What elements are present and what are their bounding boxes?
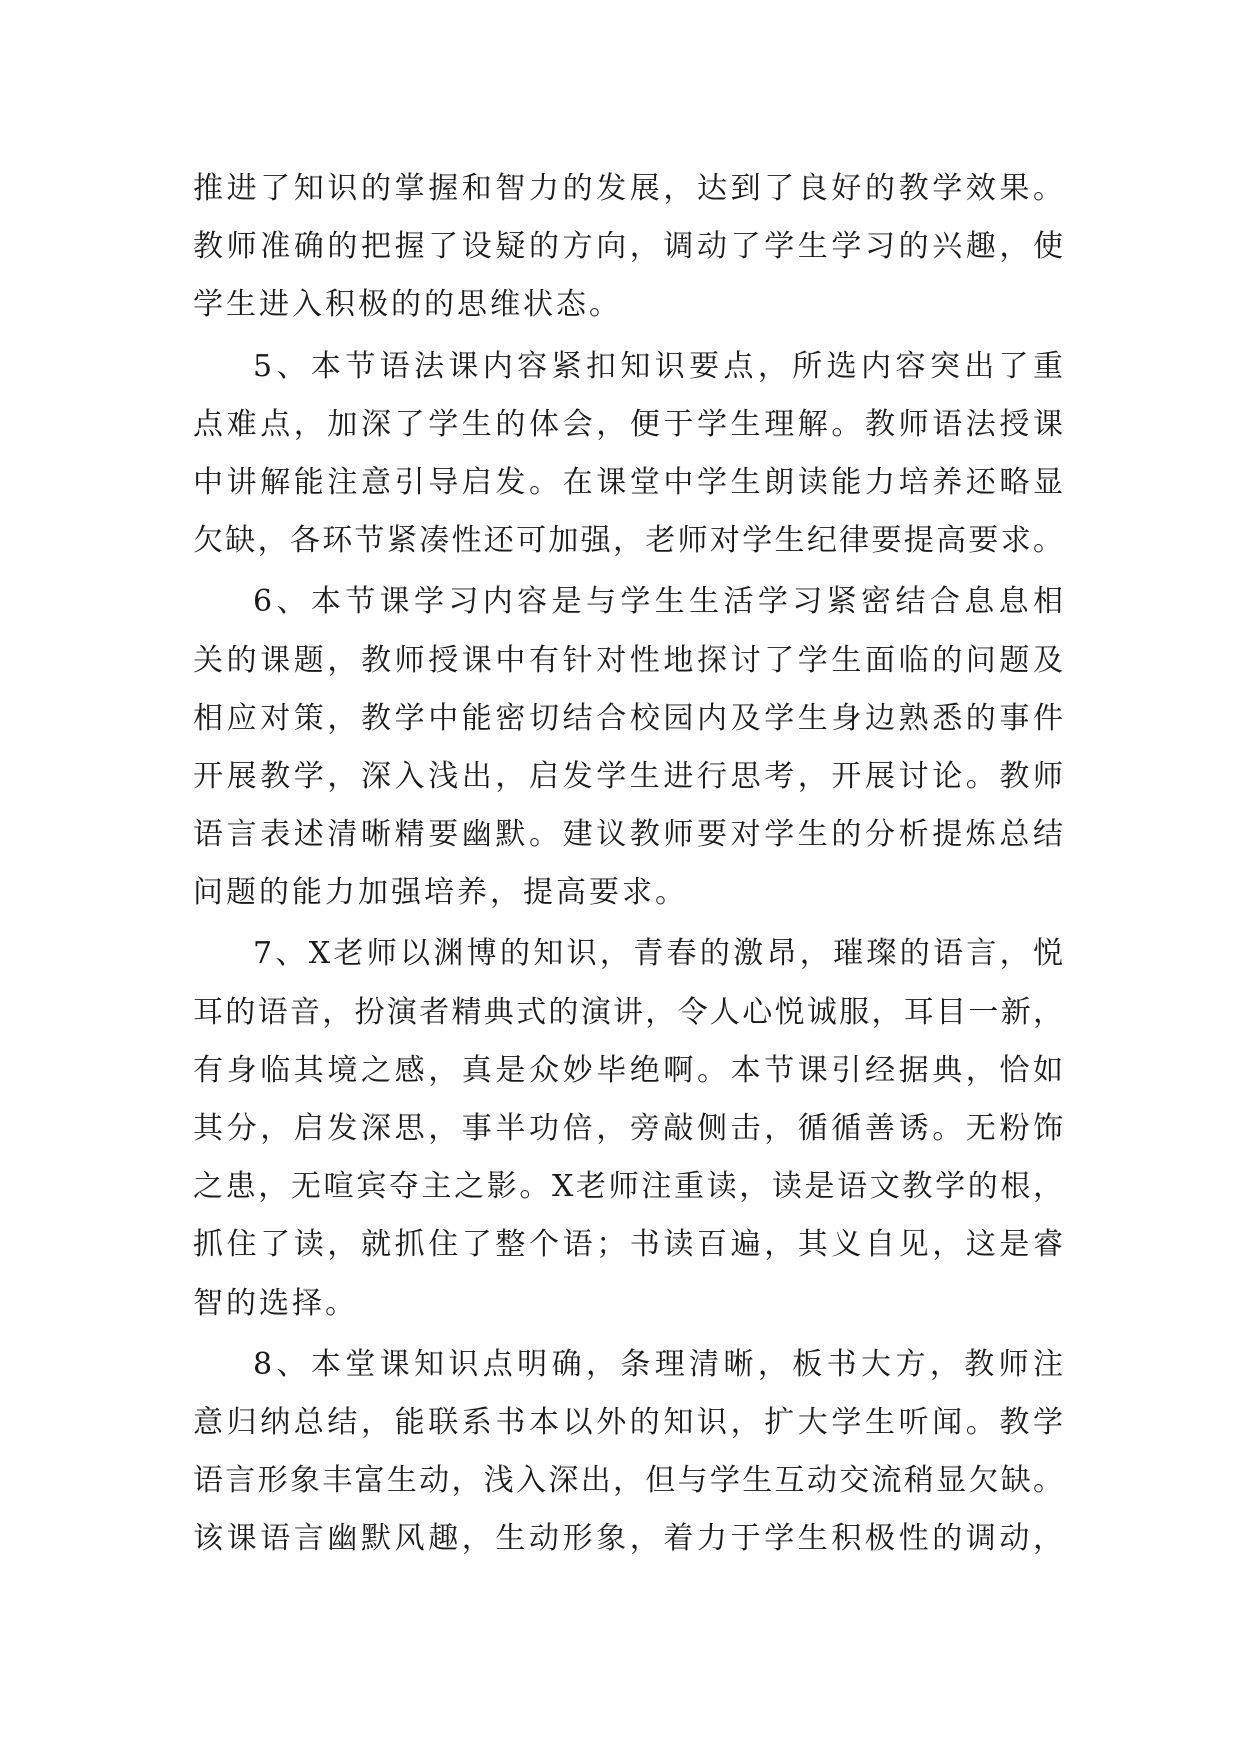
text-line: 意归纳总结，能联系书本以外的知识，扩大学生听闻。教学 <box>193 1404 1063 1440</box>
text-line: 开展教学，深入浅出，启发学生进行思考，开展讨论。教师 <box>193 758 1063 794</box>
text-line: 智的选择。 <box>193 1285 358 1321</box>
text-line: 关的课题，教师授课中有针对性地探讨了学生面临的问题及 <box>193 642 1063 678</box>
paragraph-6 <box>193 573 1063 922</box>
text-line: 有身临其境之感，真是众妙毕绝啊。本节课引经据典，恰如 <box>193 1052 1063 1088</box>
text-line: 7、X老师以渊博的知识，青春的激昂，璀璨的语言，悦 <box>253 936 1063 972</box>
text-line: 抓住了读，就抓住了整个语；书读百遍，其义自见，这是睿 <box>193 1227 1063 1263</box>
paragraph-7 <box>193 925 1063 1332</box>
text-line: 语言表述清晰精要幽默。建议教师要对学生的分析提炼总结 <box>193 817 1063 853</box>
body-text <box>193 160 1063 1572</box>
text-line: 问题的能力加强培养，提高要求。 <box>193 875 688 911</box>
text-line: 教师准确的把握了设疑的方向，调动了学生学习的兴趣，使 <box>193 229 1063 265</box>
text-line: 5、本节语法课内容紧扣知识要点，所选内容突出了重 <box>253 348 1063 384</box>
text-line: 其分，启发深思，事半功倍，旁敲侧击，循循善诱。无粉饰 <box>193 1111 1063 1146</box>
text-line: 语言形象丰富生动，浅入深出，但与学生互动交流稍显欠缺。 <box>193 1463 1063 1499</box>
paragraph-8 <box>193 1336 1063 1569</box>
text-line: 点难点，加深了学生的体会，便于学生理解。教师语法授课 <box>193 406 1063 442</box>
text-line: 推进了知识的掌握和智力的发展，达到了良好的教学效果。 <box>193 171 1063 206</box>
text-line: 相应对策，教学中能密切结合校园内及学生身边熟悉的事件 <box>193 700 1063 736</box>
text-line: 该课语言幽默风趣，生动形象，着力于学生积极性的调动， <box>193 1521 1063 1557</box>
paragraph-continuation <box>193 160 1063 335</box>
text-line: 6、本节课学习内容是与学生生活学习紧密结合息息相 <box>253 584 1063 620</box>
text-line: 中讲解能注意引导启发。在课堂中学生朗读能力培养还略显 <box>193 464 1063 500</box>
text-line: 欠缺，各环节紧凑性还可加强，老师对学生纪律要提高要求。 <box>193 523 1063 559</box>
text-line: 学生进入积极的的思维状态。 <box>193 287 622 323</box>
text-line: 耳的语音，扮演者精典式的演讲，令人心悦诚服，耳目一新， <box>193 994 1063 1030</box>
text-line: 8、本堂课知识点明确，条理清晰，板书大方，教师注 <box>253 1346 1063 1382</box>
text-line: 之患，无喧宾夺主之影。X老师注重读，读是语文教学的根， <box>193 1169 1063 1205</box>
paragraph-5 <box>193 338 1063 571</box>
